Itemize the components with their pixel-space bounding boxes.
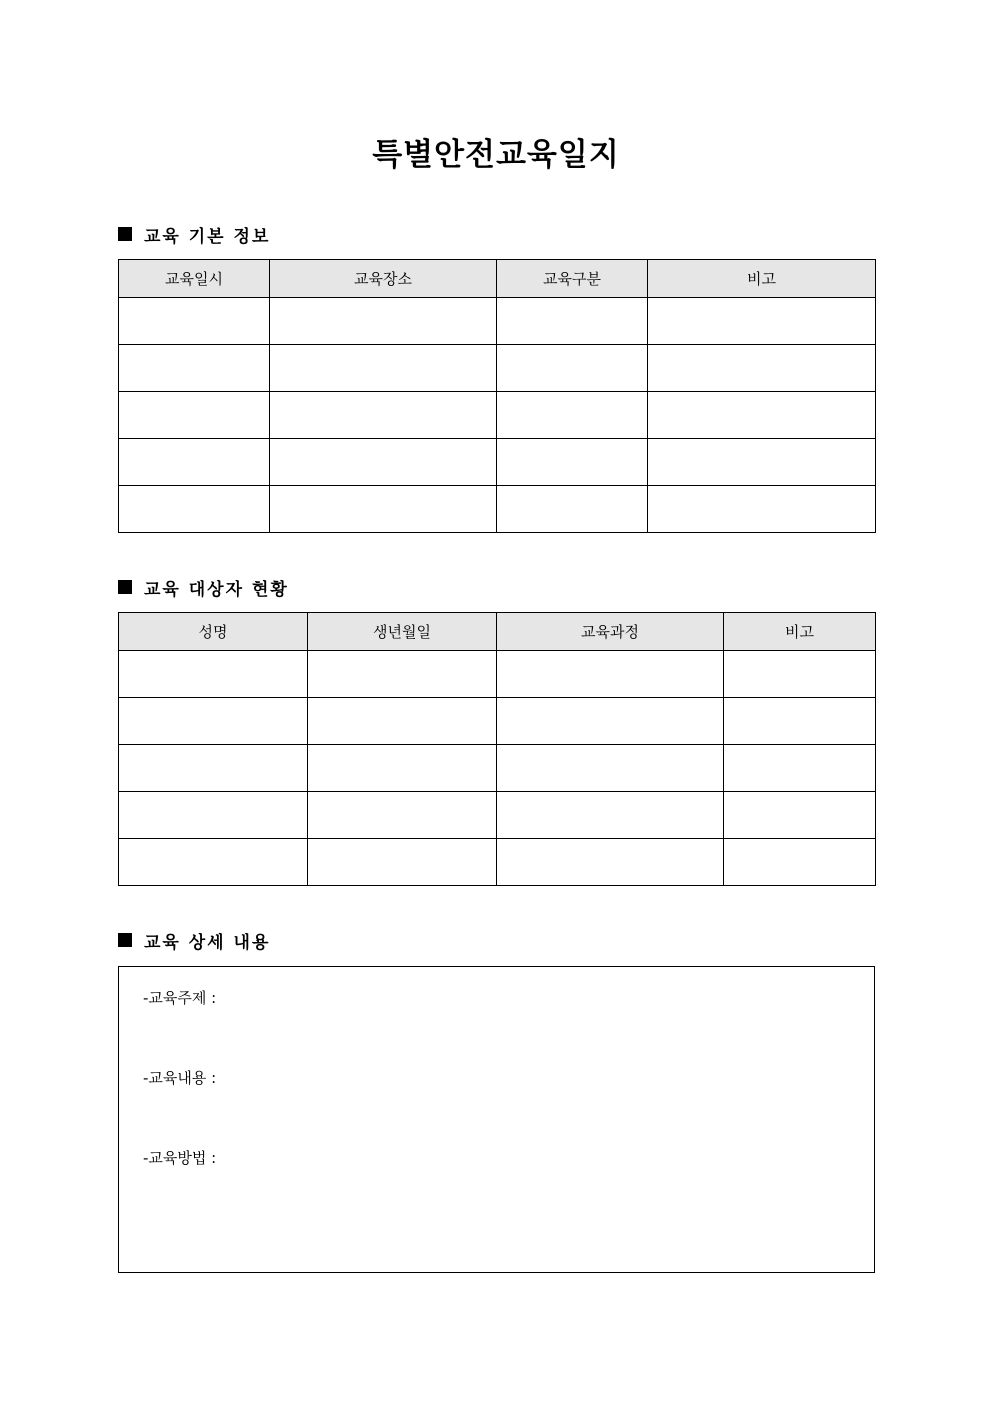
- table-row: [119, 298, 876, 345]
- column-header-birthdate: 생년월일: [308, 613, 497, 651]
- table-cell[interactable]: [497, 392, 648, 439]
- table-cell[interactable]: [270, 298, 497, 345]
- column-header-remarks: 비고: [648, 260, 876, 298]
- table-cell[interactable]: [308, 651, 497, 698]
- table-cell[interactable]: [119, 651, 308, 698]
- participants-table: [118, 612, 876, 886]
- table-cell[interactable]: [497, 839, 724, 886]
- education-topic-label: -교육주제 :: [143, 989, 217, 1007]
- section-heading-details-text: 교육 상세 내용: [144, 932, 271, 953]
- column-header-education-location: 교육장소: [270, 260, 497, 298]
- table-cell[interactable]: [270, 439, 497, 486]
- table-cell[interactable]: [308, 839, 497, 886]
- table-row: [119, 698, 876, 745]
- table-header-row: [119, 613, 876, 651]
- black-square-icon: [118, 227, 132, 241]
- table-cell[interactable]: [119, 439, 270, 486]
- table-cell[interactable]: [648, 392, 876, 439]
- table-cell[interactable]: [648, 486, 876, 533]
- column-header-education-datetime: 교육일시: [119, 260, 270, 298]
- table-cell[interactable]: [497, 651, 724, 698]
- table-cell[interactable]: [308, 792, 497, 839]
- table-cell[interactable]: [497, 345, 648, 392]
- table-cell[interactable]: [497, 745, 724, 792]
- table-cell[interactable]: [119, 698, 308, 745]
- section-heading-basic-info-text: 교육 기본 정보: [144, 226, 271, 247]
- section-heading-details: [118, 927, 270, 953]
- table-cell[interactable]: [119, 486, 270, 533]
- education-detail-box[interactable]: [118, 966, 875, 1273]
- table-cell[interactable]: [648, 345, 876, 392]
- black-square-icon: [118, 933, 132, 947]
- table-cell[interactable]: [724, 839, 876, 886]
- basic-info-table: [118, 259, 876, 533]
- education-content-label: -교육내용 :: [143, 1069, 217, 1087]
- table-cell[interactable]: [270, 486, 497, 533]
- table-cell[interactable]: [648, 298, 876, 345]
- table-cell[interactable]: [648, 439, 876, 486]
- black-square-icon: [118, 580, 132, 594]
- table-row: [119, 392, 876, 439]
- table-cell[interactable]: [497, 698, 724, 745]
- table-cell[interactable]: [497, 486, 648, 533]
- table-header-row: [119, 260, 876, 298]
- table-cell[interactable]: [119, 345, 270, 392]
- education-method-label: -교육방법 :: [143, 1149, 217, 1167]
- section-heading-participants-text: 교육 대상자 현황: [144, 579, 289, 600]
- table-cell[interactable]: [497, 439, 648, 486]
- column-header-education-type: 교육구분: [497, 260, 648, 298]
- table-row: [119, 486, 876, 533]
- table-cell[interactable]: [724, 698, 876, 745]
- table-cell[interactable]: [119, 298, 270, 345]
- table-cell[interactable]: [270, 345, 497, 392]
- column-header-name: 성명: [119, 613, 308, 651]
- table-cell[interactable]: [119, 792, 308, 839]
- table-row: [119, 345, 876, 392]
- table-cell[interactable]: [497, 298, 648, 345]
- section-heading-basic-info: [118, 221, 270, 247]
- column-header-remarks: 비고: [724, 613, 876, 651]
- table-row: [119, 792, 876, 839]
- document-title: 특별안전교육일지: [372, 137, 620, 173]
- table-cell[interactable]: [724, 792, 876, 839]
- table-cell[interactable]: [308, 698, 497, 745]
- table-cell[interactable]: [119, 839, 308, 886]
- table-cell[interactable]: [724, 651, 876, 698]
- section-heading-participants: [118, 574, 289, 600]
- table-cell[interactable]: [724, 745, 876, 792]
- table-cell[interactable]: [497, 792, 724, 839]
- table-cell[interactable]: [270, 392, 497, 439]
- table-cell[interactable]: [119, 745, 308, 792]
- table-row: [119, 745, 876, 792]
- table-row: [119, 439, 876, 486]
- table-cell[interactable]: [119, 392, 270, 439]
- table-row: [119, 839, 876, 886]
- table-cell[interactable]: [308, 745, 497, 792]
- table-row: [119, 651, 876, 698]
- column-header-course: 교육과정: [497, 613, 724, 651]
